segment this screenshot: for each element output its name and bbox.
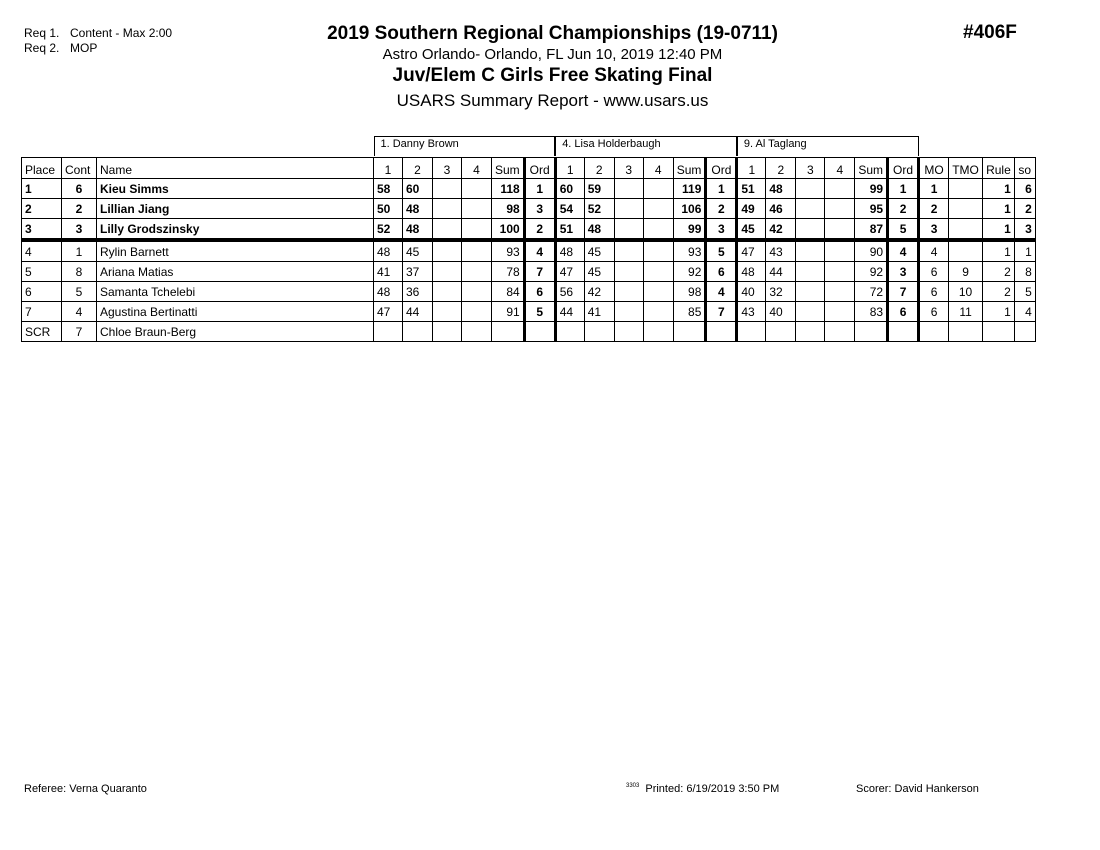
sum-cell: 118 bbox=[492, 179, 525, 199]
score-1-cell: 48 bbox=[555, 240, 584, 262]
col-j2-ord: Ord bbox=[706, 158, 737, 179]
tmo-cell bbox=[949, 240, 983, 262]
sum-cell: 99 bbox=[855, 179, 888, 199]
score-3-cell bbox=[796, 179, 825, 199]
score-1-cell: 45 bbox=[737, 219, 766, 241]
rule-cell: 1 bbox=[983, 240, 1015, 262]
ord-cell: 6 bbox=[524, 282, 555, 302]
cont-cell: 1 bbox=[62, 240, 97, 262]
report-title: USARS Summary Report - www.usars.us bbox=[396, 91, 709, 110]
table-row bbox=[22, 302, 1036, 322]
cont-cell: 8 bbox=[62, 262, 97, 282]
score-4-cell bbox=[462, 240, 492, 262]
place-cell: 4 bbox=[22, 240, 62, 262]
mo-cell: 6 bbox=[919, 282, 949, 302]
requirement-text: MOP bbox=[70, 41, 98, 55]
score-1-cell bbox=[374, 322, 403, 342]
score-2-cell: 36 bbox=[403, 282, 433, 302]
score-4-cell bbox=[643, 199, 673, 219]
score-2-cell: 60 bbox=[403, 179, 433, 199]
judge-name-2: 4. Lisa Holderbaugh bbox=[555, 136, 737, 156]
score-1-cell bbox=[737, 322, 766, 342]
sum-cell: 106 bbox=[673, 199, 706, 219]
sum-cell: 98 bbox=[673, 282, 706, 302]
requirement-2 bbox=[24, 41, 172, 56]
sum-cell bbox=[855, 322, 888, 342]
cont-cell: 4 bbox=[62, 302, 97, 322]
score-3-cell bbox=[796, 199, 825, 219]
col-mo: MO bbox=[919, 158, 949, 179]
col-name: Name bbox=[97, 158, 374, 179]
event-number: #406F bbox=[963, 22, 1017, 43]
tmo-cell bbox=[949, 199, 983, 219]
score-4-cell bbox=[825, 199, 855, 219]
cont-cell: 3 bbox=[62, 219, 97, 241]
place-cell: 3 bbox=[22, 219, 62, 241]
table-row bbox=[22, 199, 1036, 219]
ord-cell: 4 bbox=[888, 240, 919, 262]
skater-name: Lillian Jiang bbox=[97, 199, 374, 219]
printed-info bbox=[626, 783, 779, 795]
score-1-cell: 52 bbox=[374, 219, 403, 241]
score-4-cell bbox=[825, 282, 855, 302]
score-1-cell: 49 bbox=[737, 199, 766, 219]
tmo-cell: 11 bbox=[949, 302, 983, 322]
sum-cell: 92 bbox=[673, 262, 706, 282]
score-3-cell bbox=[614, 240, 643, 262]
ord-cell bbox=[524, 322, 555, 342]
score-2-cell: 48 bbox=[584, 219, 614, 241]
place-cell: 5 bbox=[22, 262, 62, 282]
col-j2-4: 4 bbox=[643, 158, 673, 179]
score-2-cell: 44 bbox=[403, 302, 433, 322]
score-4-cell bbox=[643, 302, 673, 322]
skater-name: Rylin Barnett bbox=[97, 240, 374, 262]
score-4-cell bbox=[643, 322, 673, 342]
col-cont: Cont bbox=[62, 158, 97, 179]
so-cell: 5 bbox=[1014, 282, 1035, 302]
skater-name: Samanta Tchelebi bbox=[97, 282, 374, 302]
ord-cell bbox=[888, 322, 919, 342]
score-1-cell: 56 bbox=[555, 282, 584, 302]
sum-cell: 85 bbox=[673, 302, 706, 322]
sum-cell: 72 bbox=[855, 282, 888, 302]
sum-cell: 98 bbox=[492, 199, 525, 219]
score-3-cell bbox=[796, 219, 825, 241]
score-4-cell bbox=[825, 240, 855, 262]
score-4-cell bbox=[462, 262, 492, 282]
score-1-cell: 48 bbox=[374, 282, 403, 302]
tmo-cell bbox=[949, 322, 983, 342]
ord-cell: 1 bbox=[706, 179, 737, 199]
score-4-cell bbox=[462, 302, 492, 322]
col-j2-3: 3 bbox=[614, 158, 643, 179]
ord-cell: 1 bbox=[524, 179, 555, 199]
ord-cell: 7 bbox=[706, 302, 737, 322]
sum-cell: 84 bbox=[492, 282, 525, 302]
ord-cell: 7 bbox=[524, 262, 555, 282]
score-3-cell bbox=[796, 282, 825, 302]
score-4-cell bbox=[462, 322, 492, 342]
score-1-cell: 60 bbox=[555, 179, 584, 199]
score-3-cell bbox=[433, 322, 462, 342]
rule-cell: 1 bbox=[983, 302, 1015, 322]
score-2-cell: 59 bbox=[584, 179, 614, 199]
score-2-cell: 43 bbox=[766, 240, 796, 262]
table-row bbox=[22, 262, 1036, 282]
sum-cell: 99 bbox=[673, 219, 706, 241]
skater-name: Agustina Bertinatti bbox=[97, 302, 374, 322]
requirement-label: Req 1. bbox=[24, 26, 60, 40]
score-3-cell bbox=[433, 302, 462, 322]
score-2-cell: 41 bbox=[584, 302, 614, 322]
place-cell: 6 bbox=[22, 282, 62, 302]
so-cell: 4 bbox=[1014, 302, 1035, 322]
skater-name: Ariana Matias bbox=[97, 262, 374, 282]
score-1-cell: 54 bbox=[555, 199, 584, 219]
ord-cell: 4 bbox=[524, 240, 555, 262]
score-1-cell: 51 bbox=[555, 219, 584, 241]
ord-cell: 5 bbox=[888, 219, 919, 241]
score-2-cell: 40 bbox=[766, 302, 796, 322]
score-3-cell bbox=[614, 199, 643, 219]
score-4-cell bbox=[825, 262, 855, 282]
skater-name: Kieu Simms bbox=[97, 179, 374, 199]
tmo-cell: 10 bbox=[949, 282, 983, 302]
rule-cell: 1 bbox=[983, 179, 1015, 199]
score-2-cell: 52 bbox=[584, 199, 614, 219]
sum-cell: 100 bbox=[492, 219, 525, 241]
score-1-cell: 47 bbox=[555, 262, 584, 282]
score-1-cell: 43 bbox=[737, 302, 766, 322]
so-cell: 2 bbox=[1014, 199, 1035, 219]
score-1-cell: 47 bbox=[374, 302, 403, 322]
sum-cell bbox=[673, 322, 706, 342]
sum-cell: 92 bbox=[855, 262, 888, 282]
score-2-cell: 45 bbox=[584, 262, 614, 282]
score-3-cell bbox=[796, 322, 825, 342]
rule-cell: 1 bbox=[983, 219, 1015, 241]
cont-cell: 5 bbox=[62, 282, 97, 302]
tmo-cell bbox=[949, 179, 983, 199]
ord-cell: 1 bbox=[888, 179, 919, 199]
col-tmo: TMO bbox=[949, 158, 983, 179]
score-3-cell bbox=[433, 240, 462, 262]
so-cell: 1 bbox=[1014, 240, 1035, 262]
so-cell bbox=[1014, 322, 1035, 342]
sum-cell: 93 bbox=[673, 240, 706, 262]
so-cell: 3 bbox=[1014, 219, 1035, 241]
ord-cell: 5 bbox=[524, 302, 555, 322]
col-j1-3: 3 bbox=[433, 158, 462, 179]
score-2-cell: 42 bbox=[766, 219, 796, 241]
sum-cell bbox=[492, 322, 525, 342]
ord-cell: 7 bbox=[888, 282, 919, 302]
mo-cell: 4 bbox=[919, 240, 949, 262]
requirements bbox=[24, 26, 172, 56]
col-j1-sum: Sum bbox=[492, 158, 525, 179]
score-4-cell bbox=[643, 179, 673, 199]
rule-cell: 1 bbox=[983, 199, 1015, 219]
judge-name-3: 9. Al Taglang bbox=[737, 136, 919, 156]
score-3-cell bbox=[614, 282, 643, 302]
score-4-cell bbox=[643, 262, 673, 282]
mo-cell: 6 bbox=[919, 262, 949, 282]
score-4-cell bbox=[462, 282, 492, 302]
requirement-1 bbox=[24, 26, 172, 41]
rule-cell: 2 bbox=[983, 282, 1015, 302]
col-j2-2: 2 bbox=[584, 158, 614, 179]
score-3-cell bbox=[433, 282, 462, 302]
ord-cell bbox=[706, 322, 737, 342]
place-cell: 2 bbox=[22, 199, 62, 219]
table-row bbox=[22, 179, 1036, 199]
score-2-cell: 44 bbox=[766, 262, 796, 282]
score-2-cell: 42 bbox=[584, 282, 614, 302]
score-4-cell bbox=[643, 240, 673, 262]
score-1-cell: 44 bbox=[555, 302, 584, 322]
ord-cell: 3 bbox=[524, 199, 555, 219]
sum-cell: 91 bbox=[492, 302, 525, 322]
so-cell: 8 bbox=[1014, 262, 1035, 282]
col-rule: Rule bbox=[983, 158, 1015, 179]
printed-date: Printed: 6/19/2019 3:50 PM bbox=[645, 783, 780, 795]
score-4-cell bbox=[825, 302, 855, 322]
ord-cell: 6 bbox=[888, 302, 919, 322]
score-3-cell bbox=[433, 199, 462, 219]
requirement-label: Req 2. bbox=[24, 41, 60, 55]
score-2-cell: 46 bbox=[766, 199, 796, 219]
score-2-cell: 48 bbox=[403, 219, 433, 241]
score-1-cell: 47 bbox=[737, 240, 766, 262]
score-3-cell bbox=[796, 262, 825, 282]
score-2-cell: 37 bbox=[403, 262, 433, 282]
score-3-cell bbox=[433, 179, 462, 199]
col-j3-2: 2 bbox=[766, 158, 796, 179]
score-2-cell: 48 bbox=[403, 199, 433, 219]
score-1-cell: 58 bbox=[374, 179, 403, 199]
score-4-cell bbox=[643, 282, 673, 302]
requirement-text: Content - Max 2:00 bbox=[70, 26, 173, 40]
table-header-row bbox=[22, 158, 1036, 179]
skater-name: Lilly Grodszinsky bbox=[97, 219, 374, 241]
sum-cell: 119 bbox=[673, 179, 706, 199]
venue-line: Astro Orlando- Orlando, FL Jun 10, 2019 12:40 PM bbox=[382, 46, 723, 63]
score-4-cell bbox=[825, 219, 855, 241]
score-4-cell bbox=[643, 219, 673, 241]
score-4-cell bbox=[825, 322, 855, 342]
referee: Referee: Verna Quaranto bbox=[24, 783, 147, 795]
tmo-cell bbox=[949, 219, 983, 241]
col-j2-1: 1 bbox=[555, 158, 584, 179]
ord-cell: 6 bbox=[706, 262, 737, 282]
sum-cell: 95 bbox=[855, 199, 888, 219]
place-cell: 7 bbox=[22, 302, 62, 322]
report-header bbox=[260, 22, 845, 113]
score-4-cell bbox=[825, 179, 855, 199]
mo-cell: 6 bbox=[919, 302, 949, 322]
score-2-cell bbox=[403, 322, 433, 342]
ord-cell: 2 bbox=[706, 199, 737, 219]
competition-title: 2019 Southern Regional Championships (19-0711) bbox=[327, 23, 778, 44]
score-4-cell bbox=[462, 179, 492, 199]
score-1-cell: 48 bbox=[737, 262, 766, 282]
so-cell: 6 bbox=[1014, 179, 1035, 199]
col-so: so bbox=[1014, 158, 1035, 179]
score-2-cell bbox=[766, 322, 796, 342]
rule-cell: 2 bbox=[983, 262, 1015, 282]
table-row bbox=[22, 282, 1036, 302]
mo-cell: 3 bbox=[919, 219, 949, 241]
col-place: Place bbox=[22, 158, 62, 179]
place-cell: 1 bbox=[22, 179, 62, 199]
col-j3-sum: Sum bbox=[855, 158, 888, 179]
sum-cell: 78 bbox=[492, 262, 525, 282]
col-j3-3: 3 bbox=[796, 158, 825, 179]
tmo-cell: 9 bbox=[949, 262, 983, 282]
score-2-cell: 45 bbox=[584, 240, 614, 262]
table-row bbox=[22, 322, 1036, 342]
summary-table bbox=[21, 157, 1036, 342]
score-1-cell: 48 bbox=[374, 240, 403, 262]
score-3-cell bbox=[614, 302, 643, 322]
score-2-cell: 48 bbox=[766, 179, 796, 199]
score-3-cell bbox=[433, 262, 462, 282]
col-j1-1: 1 bbox=[374, 158, 403, 179]
cont-cell: 2 bbox=[62, 199, 97, 219]
mo-cell: 1 bbox=[919, 179, 949, 199]
col-j1-ord: Ord bbox=[524, 158, 555, 179]
score-3-cell bbox=[796, 240, 825, 262]
col-j1-4: 4 bbox=[462, 158, 492, 179]
col-j1-2: 2 bbox=[403, 158, 433, 179]
table-row bbox=[22, 219, 1036, 241]
score-3-cell bbox=[796, 302, 825, 322]
score-1-cell: 51 bbox=[737, 179, 766, 199]
score-3-cell bbox=[614, 179, 643, 199]
ord-cell: 2 bbox=[524, 219, 555, 241]
score-1-cell: 50 bbox=[374, 199, 403, 219]
col-j3-4: 4 bbox=[825, 158, 855, 179]
ord-cell: 4 bbox=[706, 282, 737, 302]
col-j2-sum: Sum bbox=[673, 158, 706, 179]
judge-name-1: 1. Danny Brown bbox=[374, 136, 556, 156]
cont-cell: 6 bbox=[62, 179, 97, 199]
score-2-cell bbox=[584, 322, 614, 342]
sum-cell: 87 bbox=[855, 219, 888, 241]
ord-cell: 5 bbox=[706, 240, 737, 262]
event-title: Juv/Elem C Girls Free Skating Final bbox=[392, 65, 713, 86]
score-4-cell bbox=[462, 219, 492, 241]
score-3-cell bbox=[614, 322, 643, 342]
sum-cell: 93 bbox=[492, 240, 525, 262]
rule-cell bbox=[983, 322, 1015, 342]
mo-cell bbox=[919, 322, 949, 342]
score-1-cell bbox=[555, 322, 584, 342]
score-2-cell: 45 bbox=[403, 240, 433, 262]
score-3-cell bbox=[614, 262, 643, 282]
sum-cell: 90 bbox=[855, 240, 888, 262]
scorer: Scorer: David Hankerson bbox=[856, 783, 979, 795]
score-3-cell bbox=[614, 219, 643, 241]
score-1-cell: 40 bbox=[737, 282, 766, 302]
score-1-cell: 41 bbox=[374, 262, 403, 282]
ord-cell: 3 bbox=[888, 262, 919, 282]
col-j3-1: 1 bbox=[737, 158, 766, 179]
ord-cell: 2 bbox=[888, 199, 919, 219]
ord-cell: 3 bbox=[706, 219, 737, 241]
col-j3-ord: Ord bbox=[888, 158, 919, 179]
score-4-cell bbox=[462, 199, 492, 219]
score-3-cell bbox=[433, 219, 462, 241]
cont-cell: 7 bbox=[62, 322, 97, 342]
print-mark: 3303 bbox=[626, 783, 640, 789]
sum-cell: 83 bbox=[855, 302, 888, 322]
table-row bbox=[22, 240, 1036, 262]
place-cell: SCR bbox=[22, 322, 62, 342]
score-2-cell: 32 bbox=[766, 282, 796, 302]
mo-cell: 2 bbox=[919, 199, 949, 219]
skater-name: Chloe Braun-Berg bbox=[97, 322, 374, 342]
